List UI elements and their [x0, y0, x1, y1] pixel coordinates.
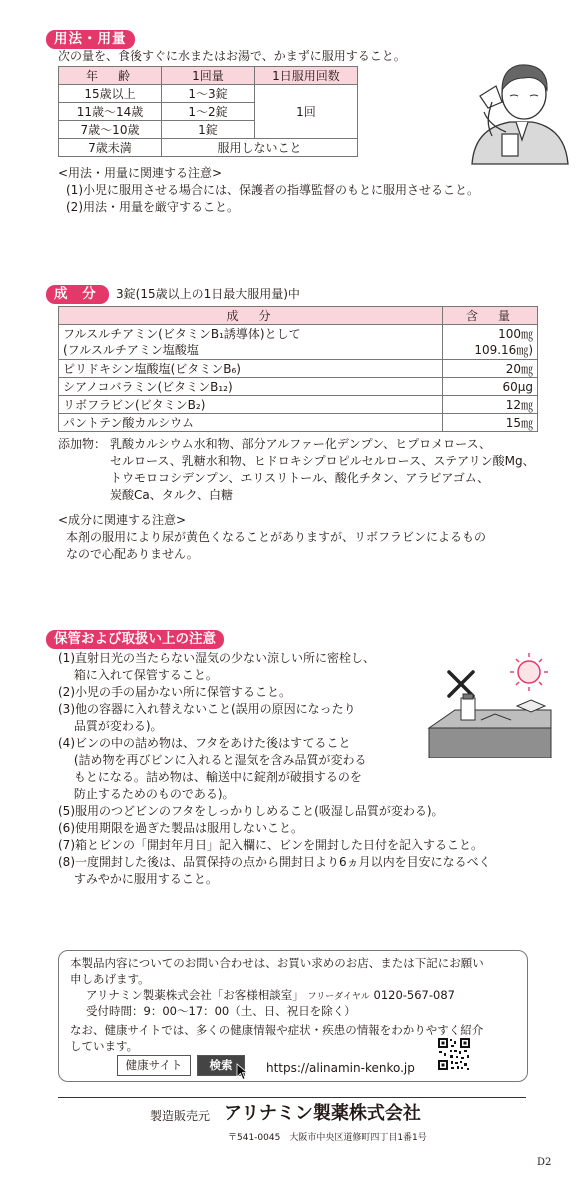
ingredients-header-name: 成 分 [59, 307, 443, 325]
dosage-prohibited: 服用しないこと [162, 139, 358, 157]
dosage-amount: 1〜3錠 [162, 85, 255, 103]
dosage-age: 15歳以上 [59, 85, 162, 103]
contact-company-line: アリナミン製薬株式会社「お客様相談室」 フリーダイヤル 0120-567-087 [86, 988, 455, 1002]
table-row [59, 396, 538, 414]
table-row [59, 325, 538, 360]
table-row [59, 139, 358, 157]
dosage-header-times: 1日服用回数 [255, 67, 358, 85]
ingredients-note-title: <成分に関連する注意> [58, 513, 187, 527]
ingredients-header-amount: 含 量 [443, 307, 538, 325]
storage-line: (7)箱とビンの「開封年月日」記入欄に、ビンを開封した日付を記入すること。 [58, 838, 484, 852]
storage-line: (6)使用期限を過ぎた製品は服用しないこと。 [58, 821, 303, 835]
cursor-arrow-icon [236, 1063, 250, 1081]
ingredients-subtitle: 3錠(15歳以上の1日最大服用量)中 [116, 287, 300, 301]
dosage-amount: 1〜2錠 [162, 103, 255, 121]
storage-line: (4)ビンの中の詰め物は、フタをあけた後はすてること [58, 736, 351, 750]
additive-line: トウモロコシデンプン、エリスリトール、酸化チタン、アラビアゴム、 [110, 471, 490, 485]
storage-line: 品質が変わる)。 [58, 719, 163, 733]
storage-line: (1)直射日光の当たらない湿気の少ない涼しい所に密栓し、 [58, 651, 376, 665]
dosage-times: 1回 [255, 85, 358, 139]
phone-number: 0120-567-087 [373, 988, 455, 1002]
ingredient-name: ピリドキシン塩酸塩(ビタミンB₆) [59, 360, 443, 378]
ingredient-amount: 100㎎ 109.16㎎) [443, 325, 538, 360]
additive-label: 添加物： [58, 437, 107, 451]
storage-line: (5)服用のつどビンのフタをしっかりしめること(吸湿し品質が変わる)。 [58, 804, 444, 818]
usage-note-1: (1)小児に服用させる場合には、保護者の指導監督のもとに服用させること。 [66, 183, 480, 197]
storage-line: もとになる。詰め物は、輸送中に錠剤が破損するのを [58, 770, 362, 784]
ingredient-name: フルスルチアミン(ビタミンB₁誘導体)として (フルスルチアミン塩酸塩 [59, 325, 443, 360]
ingredients-note-line: なので心配ありません。 [66, 547, 199, 561]
table-row [59, 414, 538, 432]
storage-illustration [425, 648, 555, 758]
dosage-age: 7歳未満 [59, 139, 162, 157]
dosage-amount: 1錠 [162, 121, 255, 139]
dosage-header-dose: 1回量 [162, 67, 255, 85]
dosage-header-age: 年 齢 [59, 67, 162, 85]
ingredient-name: シアノコバラミン(ビタミンB₁₂) [59, 378, 443, 396]
usage-intro: 次の量を、食後すぐに水またはお湯で、かまずに服用すること。 [58, 49, 406, 63]
contact-hours: 受付時間：9：00〜17：00（土、日、祝日を除く） [86, 1004, 356, 1018]
usage-heading: 用法・用量 [46, 30, 135, 49]
storage-line: 箱に入れて保管すること。 [58, 668, 218, 682]
ingredient-amount: 12㎎ [443, 396, 538, 414]
contact-intro-line1: 本製品内容についてのお問い合わせは、お買い求めのお店、または下記にお願い [70, 956, 484, 970]
ingredient-name: リボフラビン(ビタミンB₂) [59, 396, 443, 414]
person-drinking-illustration [462, 56, 574, 166]
storage-heading: 保管および取扱い上の注意 [46, 630, 224, 649]
search-button[interactable]: 検索 [197, 1055, 245, 1076]
qr-code-icon[interactable] [437, 1037, 471, 1071]
storage-line: (詰め物を再びビンに入れると湿気を含み品質が変わる [58, 753, 367, 767]
table-row [59, 360, 538, 378]
maker-company: アリナミン製薬株式会社 [224, 1103, 421, 1124]
dosage-table [58, 66, 358, 157]
table-row [59, 85, 358, 103]
usage-note-2: (2)用法・用量を厳守すること。 [66, 200, 239, 214]
sun-icon [510, 653, 548, 691]
storage-line: (8)一度開封した後は、品質保持の点から開封日より6ヵ月以内を目安になるべく [58, 855, 491, 869]
health-site-line2: しています。 [70, 1039, 139, 1053]
ingredient-name: パントテン酸カルシウム [59, 414, 443, 432]
usage-note-title: <用法・用量に関連する注意> [58, 166, 223, 180]
additive-line: セルロース、乳糖水和物、ヒドロキシプロピルセルロース、ステアリン酸Mg、 [110, 454, 535, 468]
ingredient-amount: 60μg [443, 378, 538, 396]
health-site-line1: なお、健康サイトでは、多くの健康情報や症状・疾患の情報をわかりやすく紹介 [70, 1023, 484, 1037]
health-site-url[interactable]: https://alinamin-kenko.jp [266, 1061, 415, 1075]
ingredients-heading: 成 分 [46, 285, 109, 304]
additive-line: 乳酸カルシウム水和物、部分アルファー化デンプン、ヒプロメロース、 [110, 437, 491, 451]
maker-label: 製造販売元 [150, 1109, 211, 1123]
ingredients-table [58, 306, 538, 432]
maker-address: 〒541-0045 大阪市中央区道修町四丁目1番1号 [228, 1133, 427, 1143]
page-code: D2 [537, 1157, 552, 1168]
additive-line: 炭酸Ca、タルク、白糖 [110, 488, 234, 502]
ingredient-amount: 15㎎ [443, 414, 538, 432]
freedial-label: フリーダイヤル [307, 992, 370, 1002]
storage-line: (2)小児の手の届かない所に保管すること。 [58, 685, 291, 699]
contact-intro-line2: 申しあげます。 [70, 972, 150, 986]
prohibited-x-icon [449, 672, 473, 696]
dosage-age: 7歳〜10歳 [59, 121, 162, 139]
footer-divider [58, 1097, 526, 1098]
storage-line: すみやかに服用すること。 [58, 872, 218, 886]
storage-line: (3)他の容器に入れ替えないこと(誤用の原因になったり [58, 702, 356, 716]
storage-line: 防止するためのものである)。 [58, 787, 235, 801]
search-term-box: 健康サイト [117, 1055, 191, 1076]
table-row [59, 378, 538, 396]
ingredient-amount: 20㎎ [443, 360, 538, 378]
dosage-age: 11歳〜14歳 [59, 103, 162, 121]
ingredients-note-line: 本剤の服用により尿が黄色くなることがありますが、リボフラビンによるもの [66, 530, 487, 544]
